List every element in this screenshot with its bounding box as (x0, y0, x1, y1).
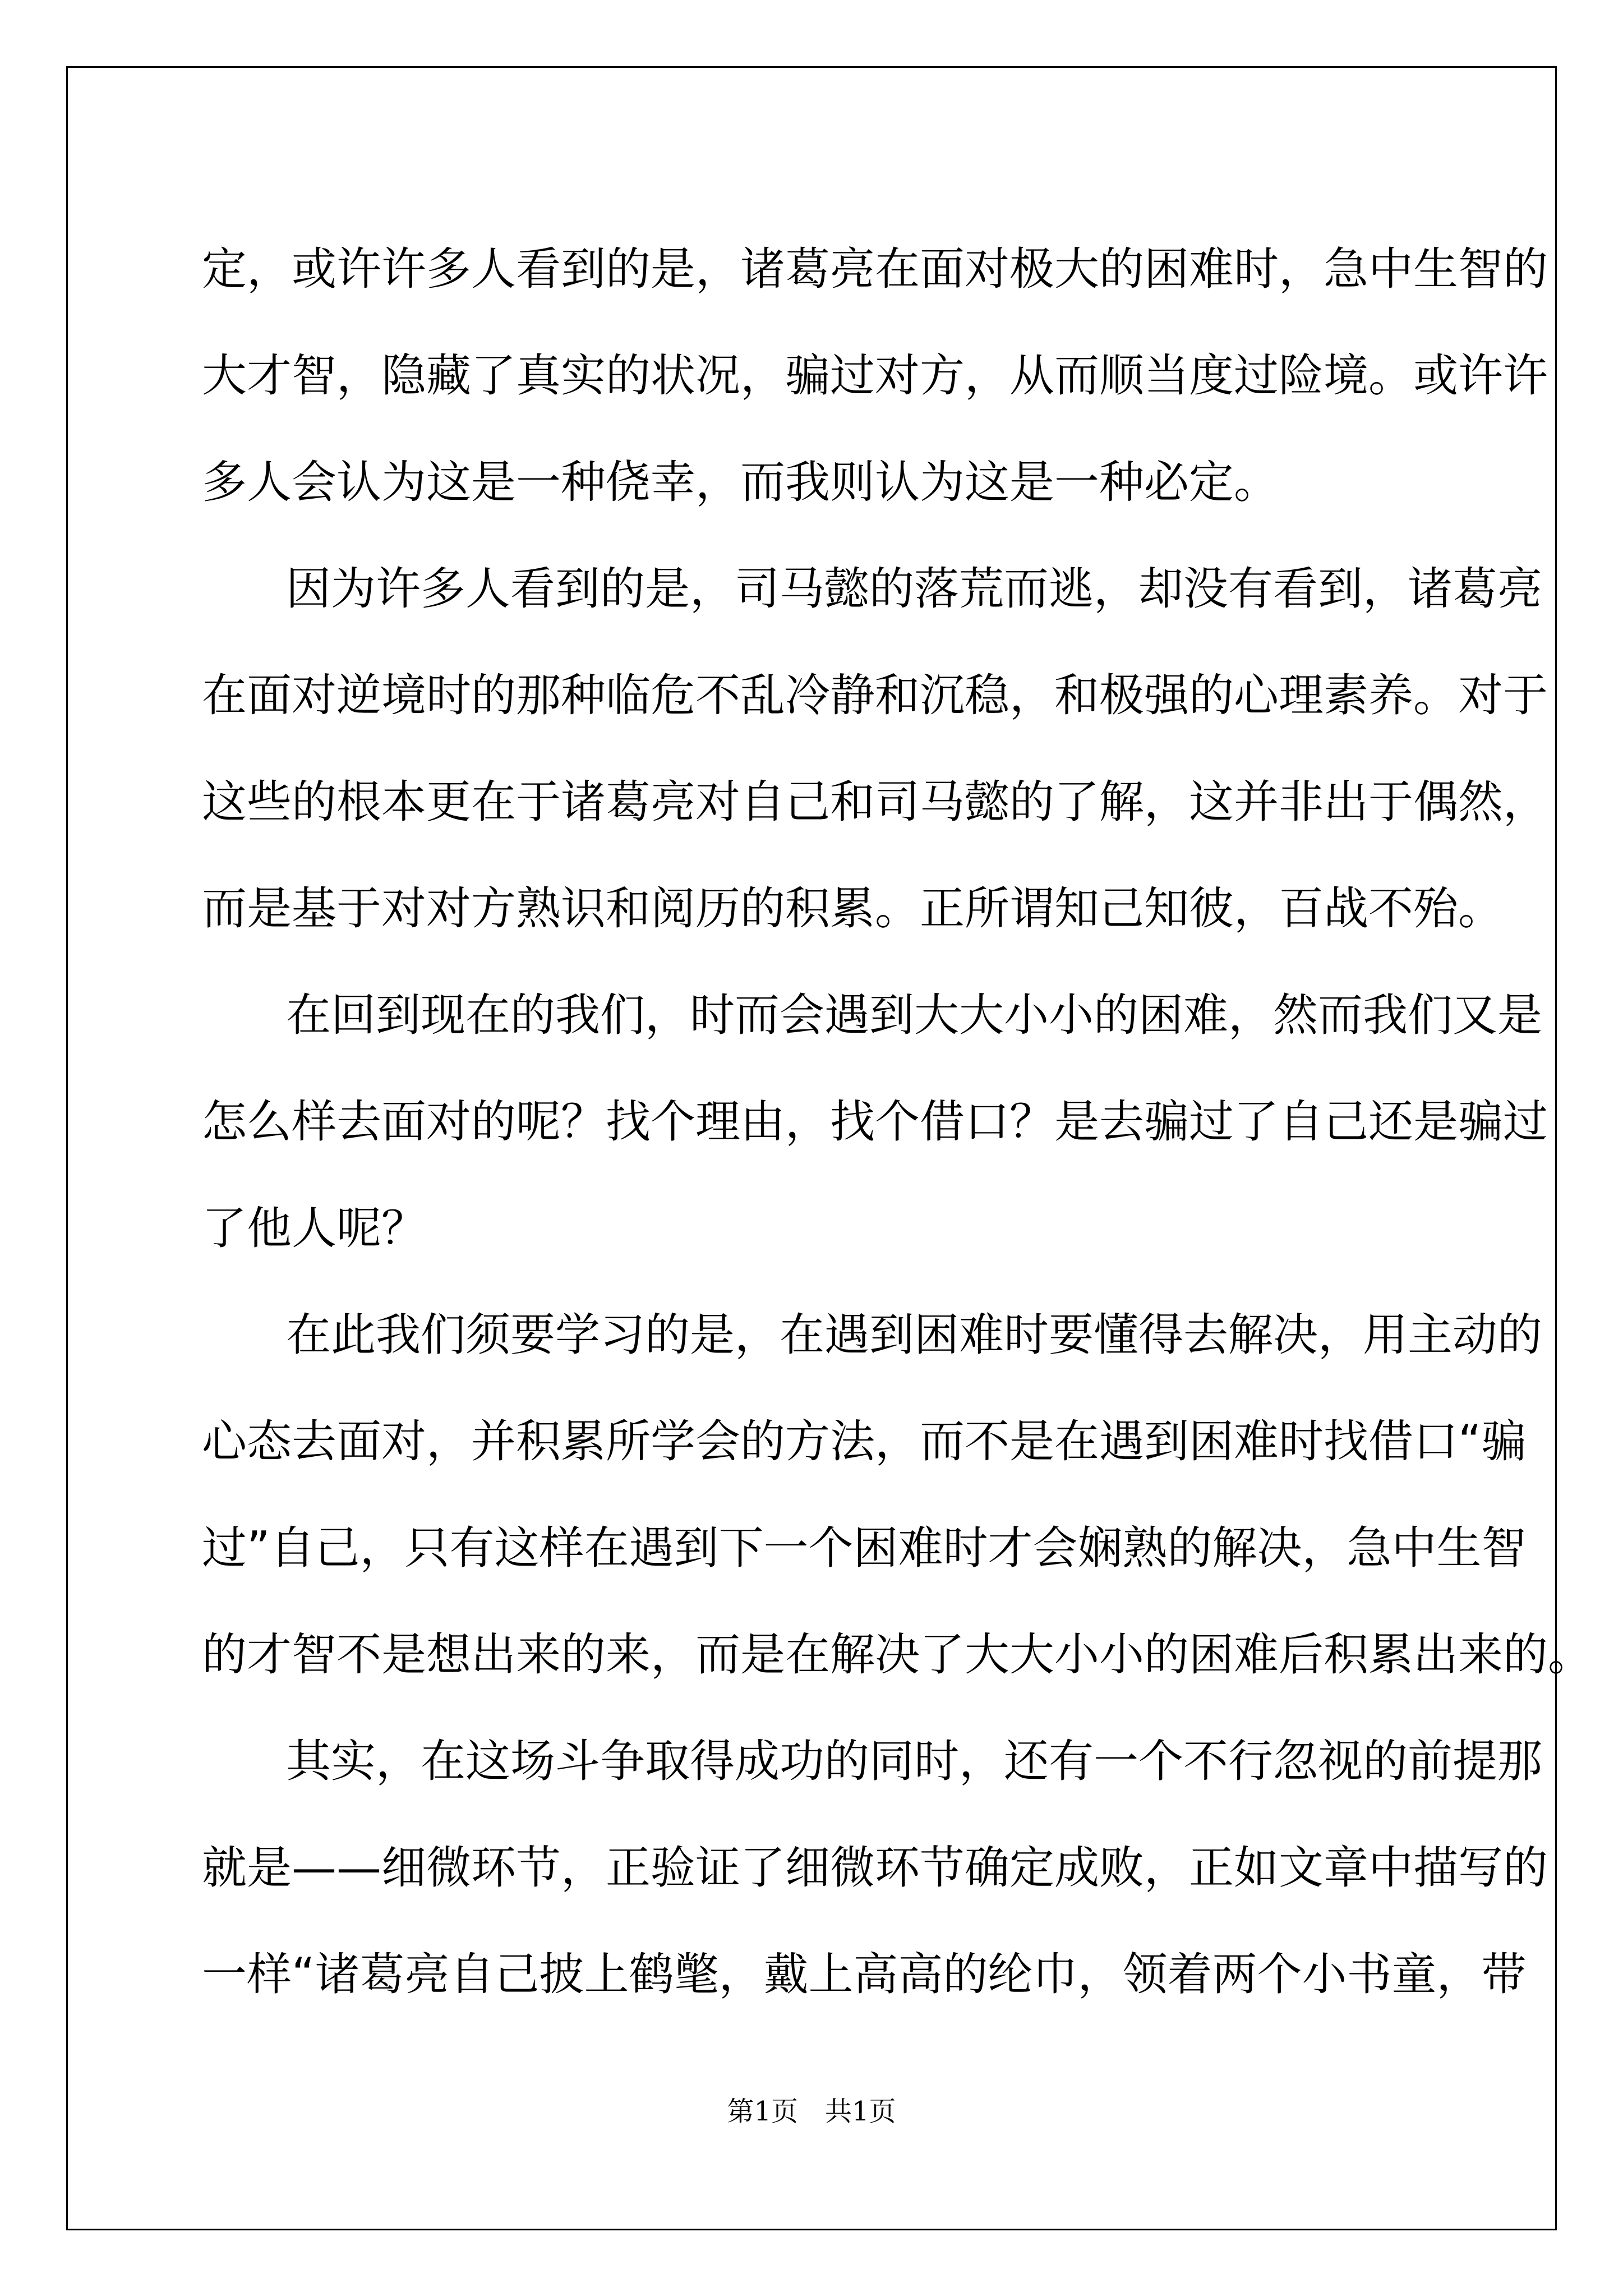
paragraph-1 (202, 216, 1548, 536)
text-line: 了他人呢？ (202, 1202, 426, 1254)
text-line: 怎么样去面对的呢？找个理由，找个借口？是去骗过了自己还是骗过 (202, 1096, 1548, 1148)
text-line: 在此我们须要学习的是，在遇到困难时要懂得去解决，用主动的 (286, 1309, 1542, 1361)
page-number: 第1页 共1页 (727, 2096, 896, 2127)
text-line: 而是基于对对方熟识和阅历的积累。正所谓知己知彼，百战不殆。 (202, 882, 1503, 935)
document-body (202, 216, 1593, 2028)
text-line: 心态去面对，并积累所学会的方法，而不是在遇到困难时找借口“骗 (202, 1415, 1527, 1467)
text-line: 在回到现在的我们，时而会遇到大大小小的困难，然而我们又是 (286, 989, 1542, 1041)
text-line: 大才智，隐藏了真实的状况，骗过对方，从而顺当度过险境。或许许 (202, 349, 1548, 402)
text-line: 其实，在这场斗争取得成功的同时，还有一个不行忽视的前提那 (286, 1735, 1542, 1787)
text-line: 多人会认为这是一种侥幸，而我则认为这是一种必定。 (202, 456, 1279, 508)
text-line: 因为许多人看到的是，司马懿的落荒而逃，却没有看到，诸葛亮 (286, 563, 1542, 615)
text-line: 这些的根本更在于诸葛亮对自己和司马懿的了解，这并非出于偶然， (202, 776, 1548, 828)
text-line: 一样“诸葛亮自己披上鹤氅，戴上高高的纶巾，领着两个小书童，带 (202, 1948, 1527, 2000)
paragraph-5 (202, 1708, 1548, 2028)
paragraph-2 (202, 536, 1548, 962)
text-line: 就是——细微环节，正验证了细微环节确定成败，正如文章中描写的 (202, 1842, 1548, 1894)
text-line: 过”自己，只有这样在遇到下一个困难时才会娴熟的解决，急中生智 (202, 1522, 1527, 1574)
text-line: 的才智不是想出来的来，而是在解决了大大小小的困难后积累出来的。 (202, 1628, 1593, 1681)
text-line: 定，或许许多人看到的是，诸葛亮在面对极大的困难时，急中生智的 (202, 243, 1548, 295)
text-line: 在面对逆境时的那种临危不乱冷静和沉稳，和极强的心理素养。对于 (202, 669, 1548, 721)
paragraph-4 (202, 1282, 1593, 1708)
paragraph-3 (202, 962, 1548, 1282)
